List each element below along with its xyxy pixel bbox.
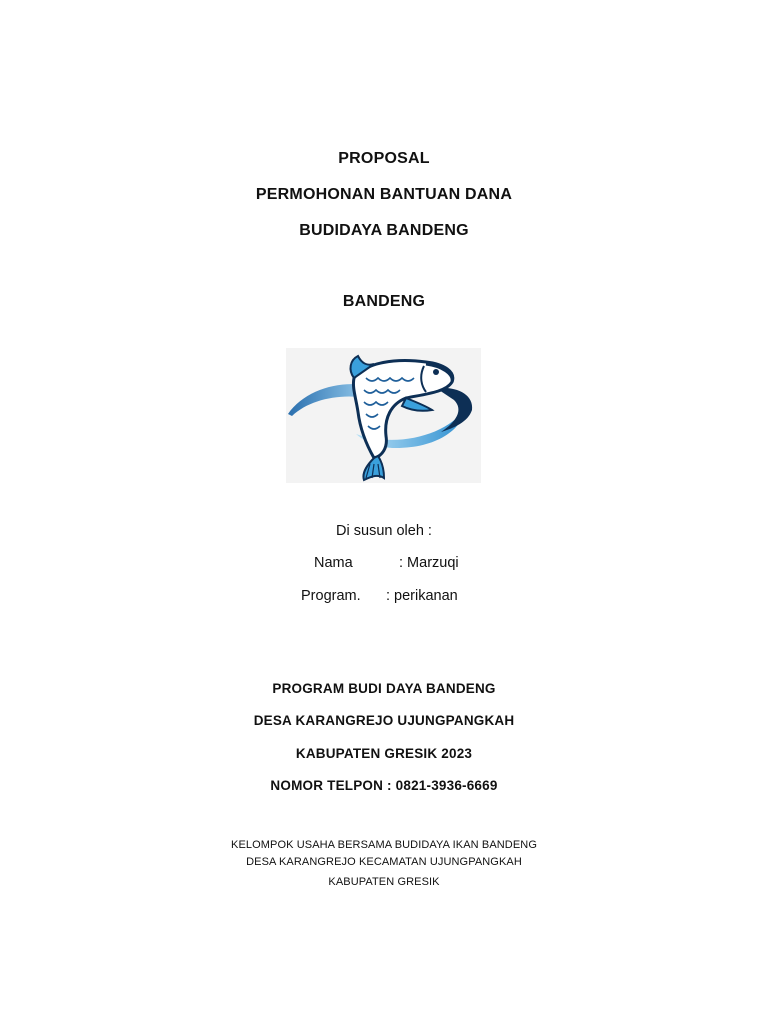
- program-phone: NOMOR TELPON : 0821-3936-6669: [270, 778, 498, 793]
- author-name-value: : Marzuqi: [399, 555, 459, 571]
- program-village: DESA KARANGREJO UJUNGPANGKAH: [253, 713, 515, 728]
- footer-village: DESA KARANGREJO KECAMATAN UJUNGPANGKAH: [246, 856, 522, 868]
- organization-name: BANDENG: [342, 293, 426, 310]
- document-title: PROPOSAL: [338, 150, 430, 167]
- footer-group-name: KELOMPOK USAHA BERSAMA BUDIDAYA IKAN BANDENG: [231, 839, 537, 851]
- program-regency-year: KABUPATEN GRESIK 2023: [295, 746, 473, 761]
- author-program-label: Program.: [301, 588, 361, 604]
- document-subtitle: PERMOHONAN BANTUAN DANA: [255, 186, 513, 203]
- program-name: PROGRAM BUDI DAYA BANDENG: [272, 681, 496, 696]
- author-intro: Di susun oleh :: [336, 523, 432, 539]
- document-subtitle-2: BUDIDAYA BANDENG: [299, 222, 469, 239]
- author-name-label: Nama: [314, 555, 353, 571]
- author-program-value: : perikanan: [386, 588, 458, 604]
- footer-regency: KABUPATEN GRESIK: [328, 876, 440, 888]
- fish-logo-icon: [286, 348, 481, 483]
